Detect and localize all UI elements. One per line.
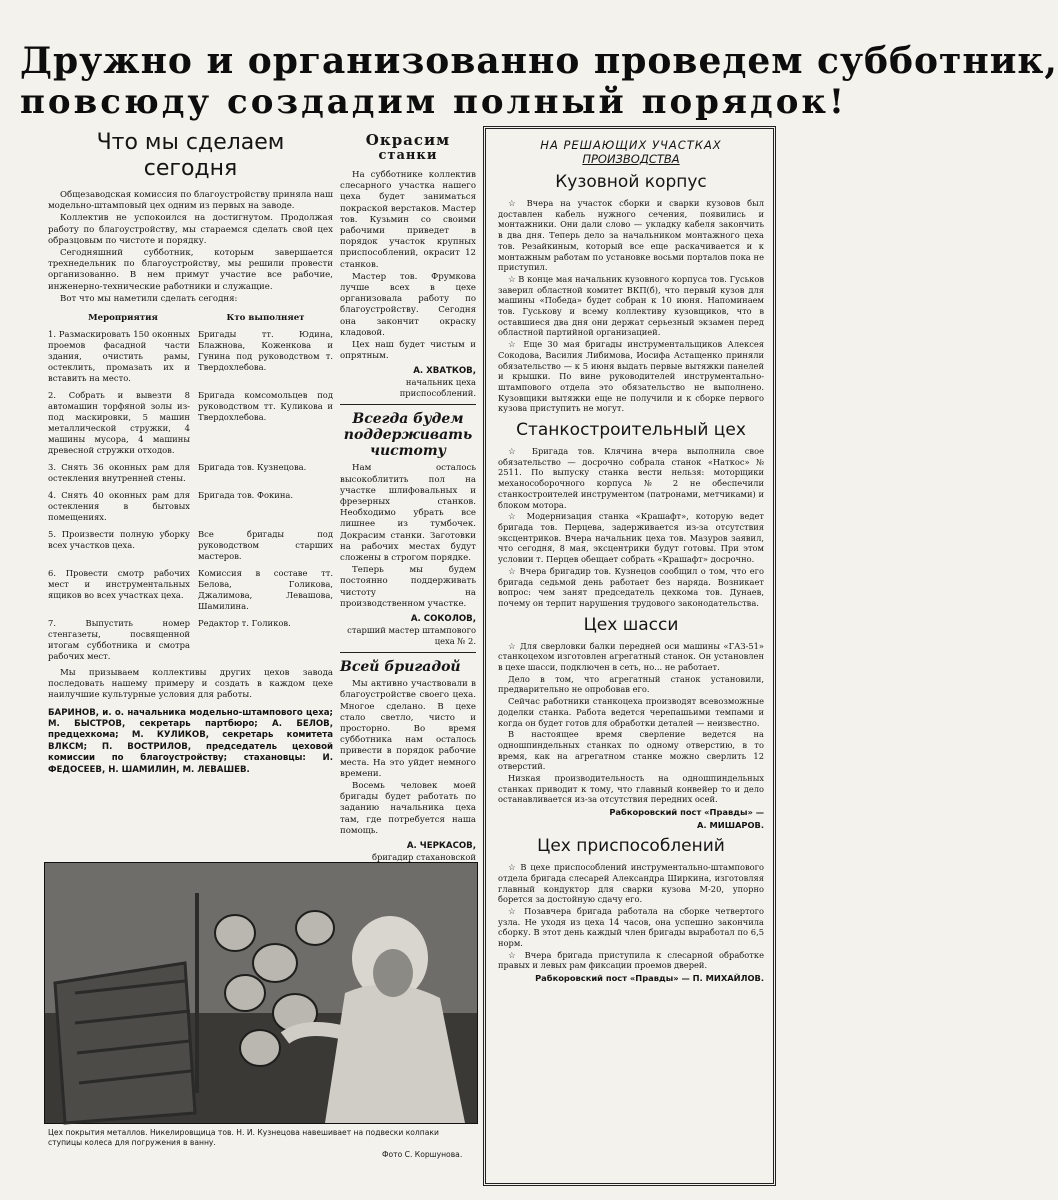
plan-action: 7. Выпустить номер стенгазеты, посвященной итогам субботника и смотра рабочих мест. xyxy=(48,618,190,662)
mid-article1-title-line1: Окрасим xyxy=(365,131,451,149)
main-headline-line1: Дружно и организованно проведем субботник, xyxy=(20,40,1058,82)
right-paragraph: ☆ Вчера бригада приступила к слесарной обработке правых и левых рам фиксации проемов дверей. xyxy=(498,949,764,971)
mid-divider xyxy=(340,404,476,405)
plan-row xyxy=(48,529,333,562)
plan-header-actions: Мероприятия xyxy=(88,313,158,324)
plan-action: 4. Снять 40 оконных рам для остекления в бытовых помещениях. xyxy=(48,490,190,523)
plan-action: 3. Снять 36 оконных рам для остекления внутренней стены. xyxy=(48,462,190,484)
mid-article3-signature: А. ЧЕРКАСОВ, xyxy=(406,840,476,851)
plan-row xyxy=(48,490,333,523)
mid-divider xyxy=(340,652,476,653)
right-paragraph: ☆ Вчера бригадир тов. Кузнецов сообщил о том, что его бригада седьмой день работает без наряда. Возникает вопрос: чем занят председатель цехкома тов. Дунаев, почему он терпит нарушения трудового законодательства. xyxy=(498,565,764,608)
mid-paragraph: Мастер тов. Фрумкова лучше всех в цехе организовала работу по благоустройству. Сегодня она закончит окраску кладовой. xyxy=(340,271,476,338)
section-title-machine-tool-shop: Станкостроительный цех xyxy=(516,420,746,441)
plan-row xyxy=(48,329,333,384)
mid-article2-signature-role: старший мастер штампового цеха № 2. xyxy=(347,625,476,646)
plan-action: 2. Собрать и вывезти 8 автомашин торфяной золы из-под маскировки, 5 машин металлической стружки, 4 машины мусора, 4 машины древесной стружки отходов. xyxy=(48,390,190,456)
plan-row xyxy=(48,568,333,612)
mid-paragraph: Восемь человек моей бригады будет работать по заданию начальника цеха там, где потребуется наша помощь. xyxy=(340,780,476,836)
photo-credit: Фото С. Коршунова. xyxy=(382,1150,463,1159)
left-paragraph: Сегодняшний субботник, которым завершается трехнедельник по благоустройству, мы решили провести организованно. В нем примут участие все рабочие, инженерно-технические работники и служащие. xyxy=(48,248,333,292)
mid-paragraph: Мы активно участвовали в благоустройстве своего цеха. Многое сделано. В цехе стало светло, чисто и просторно. Во время субботника нам осталось привести в порядок рабочие места. На это уйдет немного времени. xyxy=(340,679,476,779)
left-appeal: Мы призываем коллективы других цехов завода последовать нашему примеру и создать в каждом цехе наилучшие культурные условия для работы. xyxy=(48,668,333,701)
plan-row xyxy=(48,390,333,456)
left-article xyxy=(48,130,333,820)
mid-article3-title: Всей бригадой xyxy=(340,659,461,676)
mid-article1-signature-role: начальник цеха приспособлений. xyxy=(399,377,476,398)
mid-paragraph: На субботнике коллектив слесарного участка нашего цеха будет заниматься покраской верстаков. Мастер тов. Кузьмин со своими рабочими приведет в порядок участок крупных приспособлений, окрасит 12 станков. xyxy=(340,170,476,270)
left-signers: БАРИНОВ, и. о. начальника модельно-штампового цеха; М. БЫСТРОВ, секретарь партбюро; А. БЕЛОВ, предцехкома; М. КУЛИКОВ, секретарь комитета ВЛКСМ; П. ВОСТРИЛОВ, председатель цеховой комиссии по благоустройству; стахановцы: И. ФЕДОСЕЕВ, Н. ШАМИЛИН, М. ЛЕВАШЕВ. xyxy=(48,707,333,775)
main-headline-line2: повсюду создадим полный порядок! xyxy=(20,82,847,122)
left-article-title-line1: Что мы сделаем xyxy=(96,130,285,155)
chassis-signature-post: Рабкоровский пост «Правды» — xyxy=(609,807,764,818)
right-paragraph: ☆ Бригада тов. Клячина вчера выполнила свое обязательство — досрочно собрала станок «Наткос» № 2511. По выпуску станка вести нельзя: моторщики механособорочного корпуса № 2 не обеспечили станкостроителей инструментом (патронами, метчиками) и блоком мотора. xyxy=(498,446,764,510)
photo-caption: Цех покрытия металлов. Никелировщица тов. Н. И. Кузнецова навешивает на подвески колпаки ступицы колеса для погружения в ванну. xyxy=(48,1128,439,1147)
plan-executor: Бригады тт. Юдина, Блажнова, Коженкова и Гунина под руководством т. Твердохлебова. xyxy=(198,329,333,373)
fixtures-signature: Рабкоровский пост «Правды» — П. МИХАЙЛОВ. xyxy=(535,973,764,984)
right-paragraph: Дело в том, что агрегатный станок установили, предварительно не опробовав его. xyxy=(498,673,764,695)
mid-article2-title: Всегда будем поддерживать чистоту xyxy=(343,411,473,460)
mid-article2-signature: А. СОКОЛОВ, xyxy=(410,614,476,625)
left-paragraph: Коллектив не успокоился на достигнутом. Продолжая работу по благоустройству, мы стараемся сделать свой цех образцовым по чистоте и порядку. xyxy=(48,213,333,246)
section-title-body-plant: Кузовной корпус xyxy=(555,172,707,192)
right-paragraph: Низкая производительность на одношпиндельных станках приводит к тому, что главный конвейер то и дело останавливается из-за отсутствия передних осей. xyxy=(498,773,764,805)
right-column xyxy=(498,134,764,1179)
right-kicker-line2: ПРОИЗВОДСТВА xyxy=(582,152,680,166)
mid-paragraph: Нам осталось высокоблитить пол на участке шлифовальных и фрезерных станков. Необходимо убрать все лишнее из тумбочек. Докрасим станки. Заготовки на рабочих местах будут сложены в строгом порядке. xyxy=(340,463,476,564)
right-paragraph: ☆ Модернизация станка «Крашафт», которую ведет бригада тов. Перцева, задерживается из-за отсутствия эксцентриков. Вчера начальник цеха тов. Мазуров заявил, что сегодня, 8 мая, эксцентрики будут готовы. При этом условии т. Перцев обещает собрать «Крашафт» досрочно. xyxy=(498,511,764,565)
left-paragraph: Вот что мы наметили сделать сегодня: xyxy=(60,293,238,304)
mid-paragraph: Цех наш будет чистым и опрятным. xyxy=(340,340,476,362)
plan-executor: Все бригады под руководством старших мастеров. xyxy=(198,529,333,562)
plan-header-executors: Кто выполняет xyxy=(226,313,305,324)
plan-action: 6. Провести смотр рабочих мест и инструментальных ящиков во всех участках цеха. xyxy=(48,568,190,601)
chassis-signature-name: А. МИШАРОВ. xyxy=(697,819,764,830)
right-paragraph: ☆ Позавчера бригада работала на сборке четвертого узла. Не уходя из цеха 14 часов, она успешно закончила сборку. В этот день каждый член бригады выработал по 6,5 норм. xyxy=(498,905,764,949)
mid-article3-signature-role: бригадир стахановской xyxy=(371,851,476,862)
plan-row xyxy=(48,462,333,484)
right-paragraph: ☆ В цехе приспособлений инструментально-штампового отдела бригада слесарей Александра Ширкина, изготовляя главный кондуктор для сварки кузова М-20, упорно борется за достойную сдачу его. xyxy=(498,862,764,905)
right-paragraph: ☆ В конце мая начальник кузовного корпуса тов. Гуськов заверил областной комитет ВКП(б), что первый кузов для машины «Победа» будет собран к 10 июня. Напоминаем тов. Гуськову и всему коллективу кузовщиков, что в оставшиеся два дня они держат серьезный экзамен перед областной партийной организацией. xyxy=(498,273,764,338)
right-paragraph: ☆ Еще 30 мая бригады инструментальщиков Алексея Сокодова, Василия Либимова, Иосифа Астащенко приняли обязательство — к 5 июня выдать первые вытяжки панелей и крышки. По вине руководителей инструментально-штампового отдела это обязательство не выполнено. Кузовщики вытяжки еще не получили и к сборке первого кузова приступить не могут. xyxy=(498,339,764,414)
plan-action: 5. Произвести полную уборку всех участков цеха. xyxy=(48,529,190,551)
section-title-chassis-shop: Цех шасси xyxy=(583,614,679,635)
right-paragraph: Сейчас работники станкоцеха производят всевозможные доделки станка. Работа ведется черепашьими темпами и когда он будет готов для обработки деталей — неизвестно. xyxy=(498,696,764,728)
plan-row xyxy=(48,618,333,662)
right-kicker-line1: НА РЕШАЮЩИХ УЧАСТКАХ xyxy=(540,138,722,152)
plan-executor: Бригада тов. Кузнецова. xyxy=(198,462,307,473)
plan-executor: Редактор т. Голиков. xyxy=(198,618,291,629)
middle-column xyxy=(340,128,476,862)
mid-article1-signature: А. ХВАТКОВ, xyxy=(413,366,476,377)
photo-nickel-plating-shop xyxy=(44,862,478,1124)
section-title-fixtures-shop: Цех приспособлений xyxy=(537,836,725,857)
plan-executor: Комиссия в составе тт. Белова, Голикова, Джалимова, Левашова, Шамилина. xyxy=(198,568,333,612)
right-paragraph: В настоящее время сверление ведется на одношпиндельных станках по одному отверстию, в то время, как на агрегатном станке можно сверлить 12 отверстий. xyxy=(498,729,764,772)
photo-illustration xyxy=(45,863,477,1123)
right-paragraph: ☆ Вчера на участок сборки и сварки кузовов был доставлен кабель нужного сечения, появились и монтажники. Они дали слово — укладку кабеля закончить в два дня. Теперь дело за начальником монтажного цеха тов. Резайкиным, который все еще раскачивается и к монтажным работам по установке восьми порталов пока не приступил. xyxy=(498,198,764,273)
mid-article1-title-line2: станки xyxy=(378,148,438,163)
plan-action: 1. Размаскировать 150 оконных проемов фасадной части здания, очистить рамы, остеклить, промазать их и вставить на место. xyxy=(48,329,190,384)
left-article-title-line2: сегодня xyxy=(143,156,238,181)
plan-executor: Бригада комсомольцев под руководством тт. Куликова и Твердохлебова. xyxy=(198,390,333,423)
left-paragraph: Общезаводская комиссия по благоустройству приняла наш модельно-штамповый цех одним из первых на заводе. xyxy=(48,190,333,212)
right-paragraph: ☆ Для сверловки балки передней оси машины «ГАЗ-51» станкоцехом изготовлен агрегатный станок. Он установлен в цехе шасси, подключен в сеть, но... не работает. xyxy=(498,640,764,673)
plan-table-header xyxy=(48,313,333,323)
mid-paragraph: Теперь мы будем постоянно поддерживать чистоту на производственном участке. xyxy=(340,565,476,609)
plan-executor: Бригада тов. Фокина. xyxy=(198,490,294,501)
